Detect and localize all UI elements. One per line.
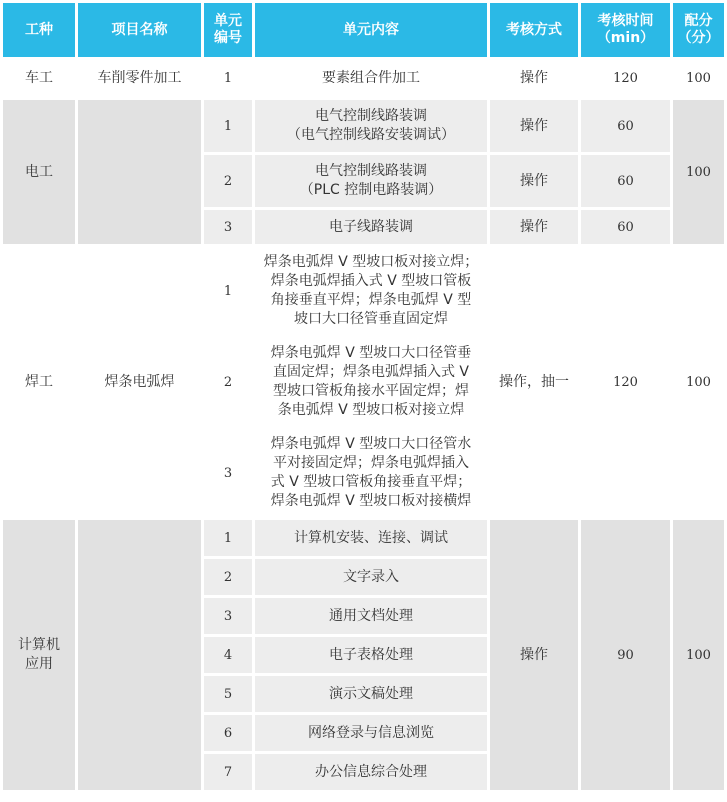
unit-no-cell: 2 <box>204 155 252 207</box>
method-cell: 操作 <box>490 210 578 244</box>
unit-content-cell: 电气控制线路装调 （电气控制线路安装调试） <box>255 100 487 152</box>
score-cell: 100 <box>673 520 724 790</box>
unit-no-cell: 1 <box>204 247 252 335</box>
table-row <box>3 520 724 556</box>
unit-no-cell: 3 <box>204 429 252 517</box>
unit-content-cell: 电子线路装调 <box>255 210 487 244</box>
project-cell <box>78 520 201 790</box>
table-row <box>3 100 724 152</box>
unit-content-cell: 焊条电弧焊 V 型坡口板对接立焊； 焊条电弧焊插入式 V 型坡口管板 角接垂直平焊；焊条电弧焊 V 型 坡口大口径管垂直固定焊 <box>255 247 487 335</box>
unit-no-cell: 4 <box>204 637 252 673</box>
header-score: 配分 （分） <box>673 3 724 57</box>
unit-content-cell: 办公信息综合处理 <box>255 754 487 790</box>
time-cell: 60 <box>581 100 670 152</box>
trade-cell: 计算机 应用 <box>3 520 75 790</box>
time-cell: 60 <box>581 210 670 244</box>
unit-content-cell: 演示文稿处理 <box>255 676 487 712</box>
unit-content-cell: 计算机安装、连接、调试 <box>255 520 487 556</box>
unit-no-cell: 3 <box>204 210 252 244</box>
table-row <box>3 60 724 97</box>
unit-content-cell: 通用文档处理 <box>255 598 487 634</box>
unit-no-cell: 1 <box>204 520 252 556</box>
unit-no-cell: 3 <box>204 598 252 634</box>
unit-no-cell: 1 <box>204 100 252 152</box>
header-row <box>3 3 724 57</box>
unit-no-cell: 1 <box>204 60 252 97</box>
header-unit-no: 单元 编号 <box>204 3 252 57</box>
method-cell: 操作，抽一 <box>490 247 578 517</box>
method-cell: 操作 <box>490 100 578 152</box>
time-cell: 90 <box>581 520 670 790</box>
method-cell: 操作 <box>490 155 578 207</box>
unit-no-cell: 5 <box>204 676 252 712</box>
header-content: 单元内容 <box>255 3 487 57</box>
header-time: 考核时间 （min） <box>581 3 670 57</box>
unit-content-cell: 电子表格处理 <box>255 637 487 673</box>
unit-no-cell: 6 <box>204 715 252 751</box>
trade-cell: 电工 <box>3 100 75 244</box>
trade-cell: 车工 <box>3 60 75 97</box>
method-cell: 操作 <box>490 520 578 790</box>
unit-content-cell: 网络登录与信息浏览 <box>255 715 487 751</box>
time-cell: 120 <box>581 60 670 97</box>
score-cell: 100 <box>673 100 724 244</box>
unit-content-cell: 焊条电弧焊 V 型坡口大口径管水 平对接固定焊；焊条电弧焊插入 式 V 型坡口管板角接垂直平焊； 焊条电弧焊 V 型坡口板对接横焊 <box>255 429 487 517</box>
header-trade: 工种 <box>3 3 75 57</box>
score-cell: 100 <box>673 60 724 97</box>
project-cell <box>78 100 201 244</box>
unit-content-cell: 电气控制线路装调 （PLC 控制电路装调） <box>255 155 487 207</box>
unit-no-cell: 2 <box>204 338 252 426</box>
table-row <box>3 247 724 335</box>
project-cell: 焊条电弧焊 <box>78 247 201 517</box>
score-cell: 100 <box>673 247 724 517</box>
header-project: 项目名称 <box>78 3 201 57</box>
project-cell: 车削零件加工 <box>78 60 201 97</box>
unit-content-cell: 文字录入 <box>255 559 487 595</box>
time-cell: 120 <box>581 247 670 517</box>
trade-cell: 焊工 <box>3 247 75 517</box>
unit-content-cell: 焊条电弧焊 V 型坡口大口径管垂 直固定焊；焊条电弧焊插入式 V 型坡口管板角接水平固定焊；焊 条电弧焊 V 型坡口板对接立焊 <box>255 338 487 426</box>
time-cell: 60 <box>581 155 670 207</box>
unit-no-cell: 2 <box>204 559 252 595</box>
unit-no-cell: 7 <box>204 754 252 790</box>
unit-content-cell: 要素组合件加工 <box>255 60 487 97</box>
header-method: 考核方式 <box>490 3 578 57</box>
method-cell: 操作 <box>490 60 578 97</box>
